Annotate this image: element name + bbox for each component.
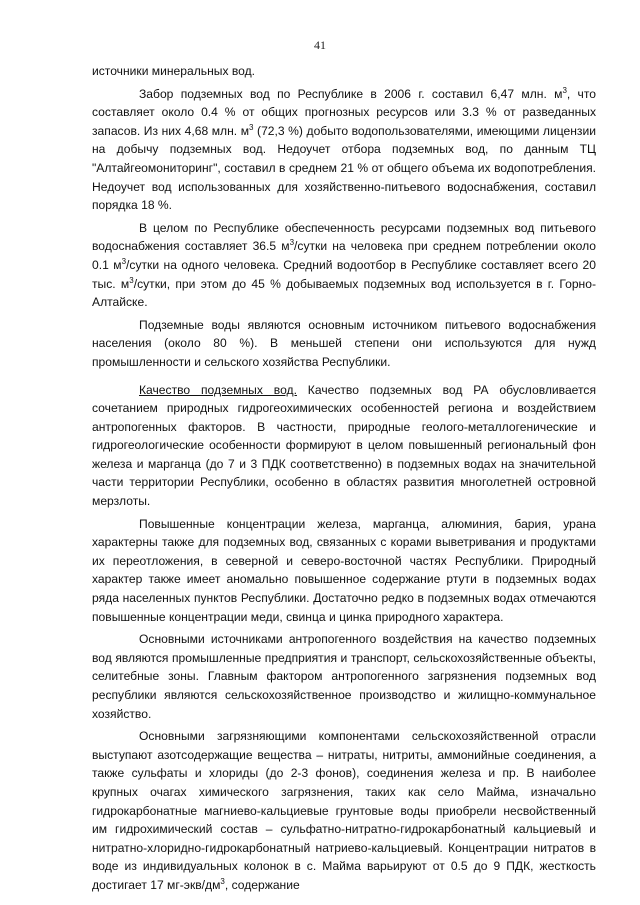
text-fragment: /сутки на человека при среднем потреблении около 0.1 м — [92, 239, 596, 272]
paragraph-water-withdrawal — [92, 85, 596, 215]
paragraph-elevated-concentrations-text: Повышенные концентрации железа, марганца, алюминия, бария, урана характерны также для подземных вод, связанных с корами выветривания и продуктами их переотложения, в северной и северо-восточной частях Республики. Природный характер также имеет аномально повышенное содержание ртути в подземных водах ряда населенных пунктов Республики. Достаточно редко в подземных водах отмечаются повышенные концентрации меди, свинца и цинка природного характера. — [92, 516, 596, 624]
superscript: 3 — [129, 275, 134, 285]
text-fragment: Качество подземных вод РА обусловливается сочетанием природных гидрогеохимических особенностей региона и воздействием антропогенных факторов. В частности, природные геолого-металлогенические и гидрогеологические особенности формируют в целом повышенный региональный фон железа и марганца (до 7 и 3 ПДК соответственно) в подземных водах на значительной части территории Республики, особенно в областях развития многолетней островной мерзлоты. — [92, 382, 596, 509]
text-fragment: , содержание — [224, 877, 300, 892]
text-fragment: /сутки, при этом до 45 % добываемых подземных вод используется в г. Горно-Алтайске. — [92, 276, 596, 310]
text-fragment: (72,3 %) добыто водопользователями, имеющими лицензии на добычу подземных вод. Недоучет отбора подземных вод, по данным ТЦ "Алтайгеомониторинг", составил в среднем 21 % от общего объема их водопотребления. Недоучет вод использованных для хозяйственно-питьевого водоснабжения, составил порядка 18 %. — [92, 123, 596, 213]
paragraph-elevated-concentrations — [92, 515, 596, 627]
paragraph-water-supply — [92, 219, 596, 312]
text-fragment: , что составляет около 0.4 % от общих прогнозных ресурсов или 3.3 % от разведанных запасов. Из них 4,68 млн. м — [92, 86, 596, 138]
text-fragment: /сутки на одного человека. Средний водоотбор в Республике составляет всего 20 тыс. м — [92, 257, 596, 291]
body-text — [92, 62, 596, 899]
paragraph-main-source — [92, 316, 596, 372]
paragraph-main-source-text: Подземные воды являются основным источником питьевого водоснабжения населения (около 80 %). В меньшей степени они используются для нужд промышленности и сельского хозяйства Республики. — [92, 317, 596, 369]
superscript: 3 — [289, 238, 295, 248]
section-heading: Качество подземных вод. — [139, 382, 297, 397]
text-fragment: Основными загрязняющими компонентами сельскохозяйственной отрасли выступают азотсодержащие вещества – нитраты, нитриты, аммонийные соединения, а также сульфаты и хлориды (до 2-3 фонов), соединения железа и пр. В наиболее крупных очагах химического загрязнения, таких как село Майма, изначально гидрокарбонатные магниево-кальциевые грунтовые воды приобрели несвойственный им гидрохимический состав – сульфатно-нитратно-гидрокарбонатный кальциевый и нитратно-хлоридно-гидрокарбонатный натриево-кальциевый. Концентрации нитратов в воде из индивидуальных колонок в с. Майма варьируют от 0.5 до 9 ПДК, жесткость достигает 17 мг-экв/дм — [92, 729, 596, 892]
superscript: 3 — [249, 122, 254, 132]
superscript: 3 — [562, 85, 567, 95]
paragraph-pollutants — [92, 727, 596, 894]
paragraph-intro — [92, 62, 596, 81]
text-fragment: В целом по Республике обеспеченность ресурсами подземных вод питьевого водоснабжения составляет 36.5 м — [92, 220, 596, 254]
paragraph-water-quality — [92, 381, 596, 511]
paragraph-intro-text: источники минеральных вод. — [92, 64, 256, 78]
paragraph-anthropogenic-sources-text: Основными источниками антропогенного воздействия на качество подземных вод являются промышленные предприятия и транспорт, сельскохозяйственные объекты, селитебные зоны. Главным фактором антропогенного загрязнения подземных вод республики являются сельскохозяйственное производство и жилищно-коммунальное хозяйство. — [92, 632, 596, 721]
paragraph-anthropogenic-sources — [92, 630, 596, 723]
superscript: 3 — [121, 256, 127, 266]
text-fragment: Забор подземных вод по Республике в 2006 г. составил 6,47 млн. м — [139, 86, 563, 101]
superscript: 3 — [220, 876, 225, 886]
page-number: 41 — [314, 38, 326, 52]
